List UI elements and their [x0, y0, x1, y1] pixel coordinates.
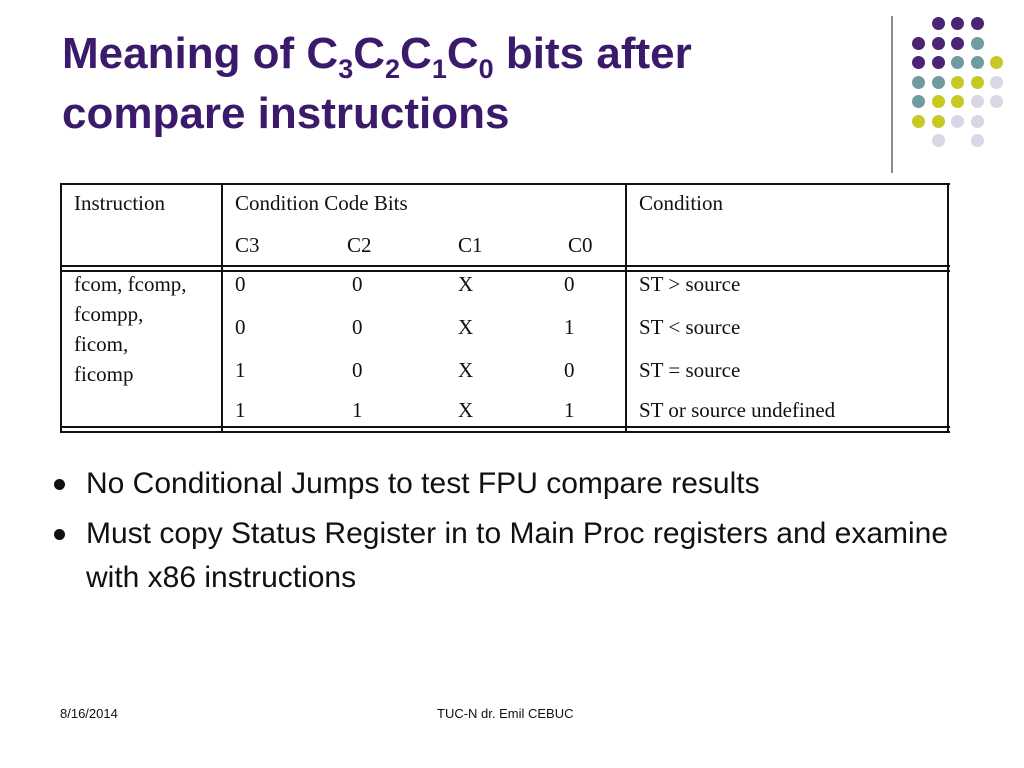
instruction-line: ficomp [74, 362, 134, 386]
instruction-line: fcom, fcomp, [74, 272, 187, 296]
table-border-left [60, 183, 62, 433]
header-c1: C1 [458, 233, 483, 257]
decorative-dot [912, 56, 925, 69]
header-condition: Condition [639, 191, 724, 215]
decorative-dot [951, 115, 964, 128]
table-bottom-rule [60, 426, 950, 428]
cell-condition: ST > source [639, 272, 741, 296]
footer-author: TUC-N dr. Emil CEBUC [437, 706, 574, 721]
instruction-line: fcompp, [74, 302, 144, 326]
decorative-dot [951, 17, 964, 30]
decorative-dot [932, 115, 945, 128]
table-border-right [947, 183, 949, 433]
bullet-item [50, 512, 950, 600]
table-col-divider [221, 183, 223, 433]
table-header-rule [60, 270, 950, 272]
decorative-dot [971, 95, 984, 108]
cell-c1: X [458, 272, 474, 296]
decorative-dot [951, 76, 964, 89]
cell-condition: ST or source undefined [639, 398, 836, 422]
header-c3: C3 [235, 233, 260, 257]
cell-c3: 1 [235, 358, 246, 382]
instruction-line: ficom, [74, 332, 129, 356]
decorative-dot [971, 134, 984, 147]
decorative-dot [990, 56, 1003, 69]
decorative-dot [971, 56, 984, 69]
condition-code-table [60, 183, 950, 436]
bullet-dot-icon [54, 529, 65, 540]
header-c2: C2 [347, 233, 372, 257]
footer-date: 8/16/2014 [60, 706, 118, 721]
cell-c3: 0 [235, 272, 246, 296]
slide-title: Meaning of $C_3C_2C_1C_0$ bits after compare instructions [62, 29, 692, 138]
decorative-dot [932, 76, 945, 89]
header-condition-code-bits: Condition Code Bits [235, 191, 408, 215]
decorative-dot [912, 76, 925, 89]
table-bottom-rule [60, 431, 950, 433]
cell-condition: ST < source [639, 315, 741, 339]
bullet-dot-icon [54, 479, 65, 490]
cell-c2: 0 [352, 358, 363, 382]
decorative-dot [912, 95, 925, 108]
table-col-divider [625, 183, 627, 433]
decorative-dot [932, 134, 945, 147]
decorative-dot [951, 56, 964, 69]
decorative-dot [971, 37, 984, 50]
table-border-top [60, 183, 950, 185]
decorative-dot [912, 37, 925, 50]
cell-c1: X [458, 398, 474, 422]
bullet-text: No Conditional Jumps to test FPU compare results [86, 467, 760, 500]
cell-c0: 1 [564, 398, 575, 422]
cell-c0: 1 [564, 315, 575, 339]
cell-c0: 0 [564, 272, 575, 296]
decorative-dot [951, 95, 964, 108]
cell-c2: 0 [352, 315, 363, 339]
decorative-dot [932, 95, 945, 108]
bullet-item [50, 462, 950, 506]
decorative-dot [912, 115, 925, 128]
cell-c0: 0 [564, 358, 575, 382]
decorative-dot [971, 17, 984, 30]
cell-c2: 1 [352, 398, 363, 422]
cell-c3: 1 [235, 398, 246, 422]
bullet-text: Must copy Status Register in to Main Proc registers and examine with x86 instructions [86, 517, 949, 594]
cell-c1: X [458, 315, 474, 339]
decorative-dot [951, 37, 964, 50]
cell-c2: 0 [352, 272, 363, 296]
cell-condition: ST = source [639, 358, 741, 382]
decorative-dot [932, 37, 945, 50]
decorative-dot [932, 17, 945, 30]
header-c0: C0 [568, 233, 593, 257]
cell-c3: 0 [235, 315, 246, 339]
decorative-dot [932, 56, 945, 69]
title-divider [891, 16, 893, 173]
cell-c1: X [458, 358, 474, 382]
decorative-dot [971, 115, 984, 128]
decorative-dot [971, 76, 984, 89]
header-instruction: Instruction [74, 191, 165, 215]
decorative-dot [990, 76, 1003, 89]
decorative-dot [990, 95, 1003, 108]
table-header-rule [60, 265, 950, 267]
bullet-list [50, 462, 950, 606]
